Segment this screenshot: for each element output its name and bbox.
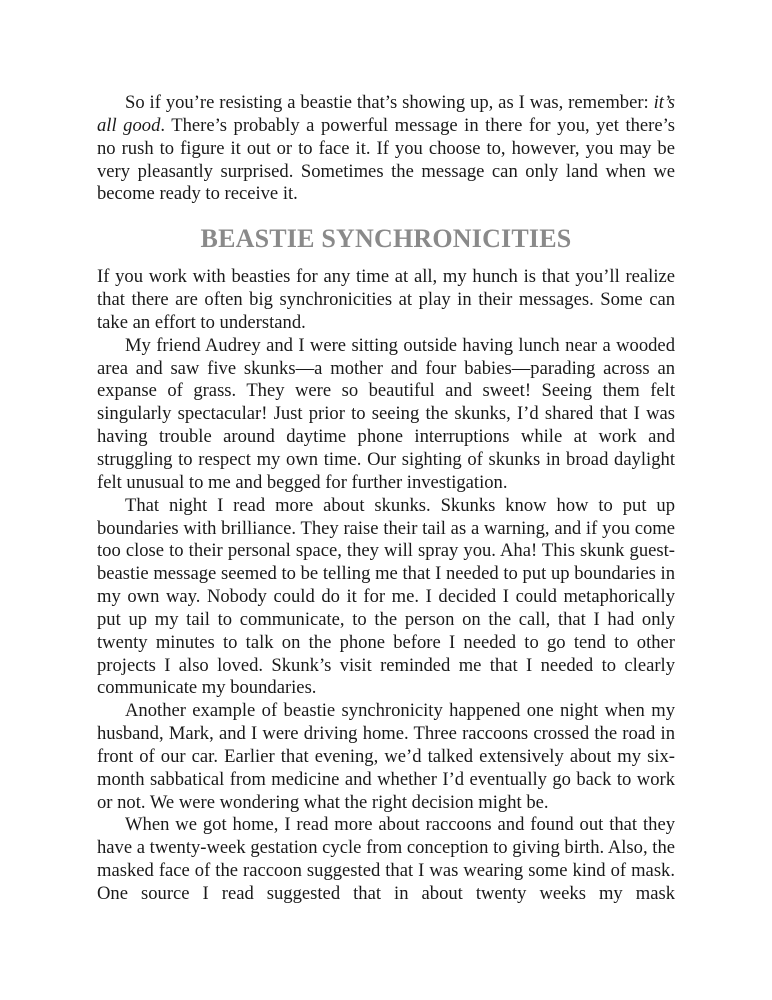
body-paragraph: If you work with beasties for any time at all, my hunch is that you’ll realize that there are often big synchronicities at play in their messages. Some can take an effort to understand.	[97, 266, 675, 333]
intro-text-lead: So if you’re resisting a beastie that’s showing up, as I was, remember:	[125, 92, 654, 113]
body-paragraph: When we got home, I read more about raccoons and found out that they have a twenty-week gestation cycle from conception to giving birth. Also, the masked face of the raccoon suggested that I was wearing some kind of mask. One source I read suggested that in about twenty weeks my mask	[97, 814, 675, 904]
intro-text-emphasis: it’s all good	[97, 92, 675, 136]
body-paragraph: Another example of beastie synchronicity happened one night when my husband, Mark, and I were driving home. Three raccoons crossed the road in front of our car. Earlier that evening, we’d talked extensively about my six-month sabbatical from medicine and whether I’d eventually go back to work or not. We were wondering what the right decision might be.	[97, 700, 675, 813]
intro-paragraph	[97, 92, 675, 206]
intro-text-tail: . There’s probably a powerful message in there for you, yet there’s no rush to figure it out or to face it. If you choose to, however, you may be very pleasantly surprised. Sometimes the message can only land when we become ready to receive it.	[97, 114, 676, 205]
body-paragraph: That night I read more about skunks. Skunks know how to put up boundaries with brilliance. They raise their tail as a warning, and if you come too close to their personal space, they will spray you. Aha! This skunk guest-beastie message seemed to be telling me that I needed to put up boundaries in my own way. Nobody could do it for me. I decided I could metaphorically put up my tail to communicate, to the person on the call, that I had only twenty minutes to talk on the phone before I needed to go tend to other projects I also loved. Skunk’s visit reminded me that I needed to clearly communicate my boundaries.	[97, 494, 675, 699]
section-heading: BEASTIE SYNCHRONICITIES	[200, 224, 572, 254]
book-page	[97, 92, 675, 906]
body-paragraph: My friend Audrey and I were sitting outside having lunch near a wooded area and saw five skunks—a mother and four babies—parading across an expanse of grass. They were so beautiful and sweet! Seeing them felt singularly spectacular! Just prior to seeing the skunks, I’d shared that I was having trouble around daytime phone interruptions while at work and struggling to respect my own time. Our sighting of skunks in broad daylight felt unusual to me and begged for further investigation.	[97, 334, 675, 493]
